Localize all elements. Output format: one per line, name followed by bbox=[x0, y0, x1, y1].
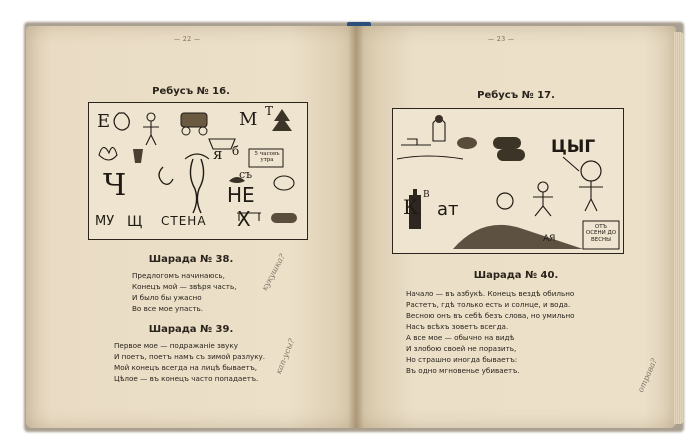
verse-line: А все мое — обычно на видѣ bbox=[406, 333, 515, 342]
sharada-39-verse bbox=[114, 340, 265, 384]
hill-drawing bbox=[453, 225, 583, 249]
log-drawing bbox=[271, 213, 297, 223]
verse-line: Во все мое упасть. bbox=[132, 304, 204, 313]
pencil-note-2: кап-усы? bbox=[274, 337, 297, 376]
rebus-letter-b: б bbox=[232, 144, 240, 158]
bales-drawing bbox=[493, 137, 521, 149]
page-number-left: — 22 — bbox=[174, 36, 201, 43]
rebus-17-title: Ребусъ № 17. bbox=[477, 90, 555, 101]
rebus-letters-sya: съ bbox=[239, 168, 253, 181]
left-page bbox=[26, 26, 356, 428]
tree-drawing bbox=[272, 109, 292, 131]
rebus-sign-text: 5 часовъ утра bbox=[254, 151, 280, 164]
verse-line: Первое мое — подражаніе звуку bbox=[114, 341, 238, 350]
beetle-drawing bbox=[274, 176, 294, 190]
rebus-16-frame bbox=[88, 102, 308, 240]
verse-line: Мой конецъ всегда на лицѣ бываетъ, bbox=[114, 363, 258, 372]
hook-drawing bbox=[159, 167, 173, 184]
runner-drawing bbox=[538, 182, 548, 192]
page-edges bbox=[674, 32, 684, 424]
verse-line: Растетъ, гдѣ только есть и солнце, и вода. bbox=[406, 300, 571, 309]
rebus-letter-e: Е bbox=[97, 111, 111, 132]
ball-drawing bbox=[497, 193, 513, 209]
flame-drawing bbox=[99, 147, 117, 160]
rebus-letters-at: ат bbox=[437, 199, 459, 220]
rebus-word-stena: СТЕНА bbox=[161, 214, 207, 228]
sharada-40-verse bbox=[406, 288, 575, 376]
verse-line: И было бы ужасно bbox=[132, 293, 202, 302]
rebus-letter-ch: Ч bbox=[103, 168, 127, 203]
vase-drawing bbox=[133, 149, 143, 163]
rebus-letters-aya: АЯ bbox=[543, 234, 556, 244]
verse-line: И злобою своей не поразить, bbox=[406, 344, 517, 353]
sharada-38-verse bbox=[132, 270, 237, 314]
rebus-letter-t: Т bbox=[265, 104, 274, 118]
pear-drawing bbox=[114, 113, 129, 130]
autumn-box-text: ОТЪ ОСЕНИ ДО ВЕСНЫ bbox=[585, 224, 617, 243]
book-gutter bbox=[348, 26, 364, 428]
big-head-drawing bbox=[581, 161, 601, 181]
stick-figure-body bbox=[143, 121, 159, 145]
rebus-letters-tsif: ЦЫГ bbox=[551, 137, 596, 157]
animal-drawing bbox=[457, 137, 477, 149]
rebus-letter-v: В bbox=[423, 190, 430, 200]
rebus-letter-shch: Щ bbox=[127, 214, 143, 230]
rebus-letters-ya: я bbox=[213, 145, 223, 163]
pencil-note-1: кукушка? bbox=[260, 252, 287, 293]
rebus-16-title: Ребусъ № 16. bbox=[152, 86, 230, 97]
rebus-letters-ne: НЕ bbox=[227, 183, 255, 207]
verse-line: И поетъ, поетъ намъ съ зимой разлуку. bbox=[114, 352, 266, 361]
verse-line: Конецъ мой — звѣря часть, bbox=[132, 282, 237, 291]
sharada-38-title: Шарада № 38. bbox=[148, 254, 234, 265]
stick-figure-head bbox=[147, 113, 155, 121]
rebus-letters-mu: МУ bbox=[95, 214, 115, 229]
verse-line: Весною онъ въ себѣ безъ слова, но умильно bbox=[406, 311, 575, 320]
open-book bbox=[22, 18, 684, 430]
verse-line: Цѣлое — въ конецъ часто попадаетъ. bbox=[114, 374, 259, 383]
verse-line: Но страшно иногда бываетъ: bbox=[406, 355, 518, 364]
pencil-note-3: отрава? bbox=[636, 357, 659, 394]
page-number-right: — 23 — bbox=[488, 36, 515, 43]
rebus-letter-x: Х bbox=[237, 207, 251, 231]
sharada-39-title: Шарада № 39. bbox=[148, 324, 234, 335]
cart-drawing bbox=[181, 113, 207, 127]
verse-line: Въ одно мгновенье убиваетъ. bbox=[406, 366, 520, 375]
verse-line: Начало — въ азбукѣ. Конецъ вездѣ обильно bbox=[406, 289, 575, 298]
rebus-17-frame bbox=[392, 108, 624, 254]
right-page bbox=[356, 26, 676, 428]
rebus-letter-m: М bbox=[239, 109, 258, 130]
sharada-40-title: Шарада № 40. bbox=[473, 270, 559, 281]
verse-line: Насъ всѣхъ зоветъ всегда. bbox=[406, 322, 509, 331]
rebus-letter-k: К bbox=[403, 195, 419, 219]
trunk-drawing bbox=[190, 159, 203, 213]
verse-line: Предлогомъ начинаюсь, bbox=[132, 271, 225, 280]
